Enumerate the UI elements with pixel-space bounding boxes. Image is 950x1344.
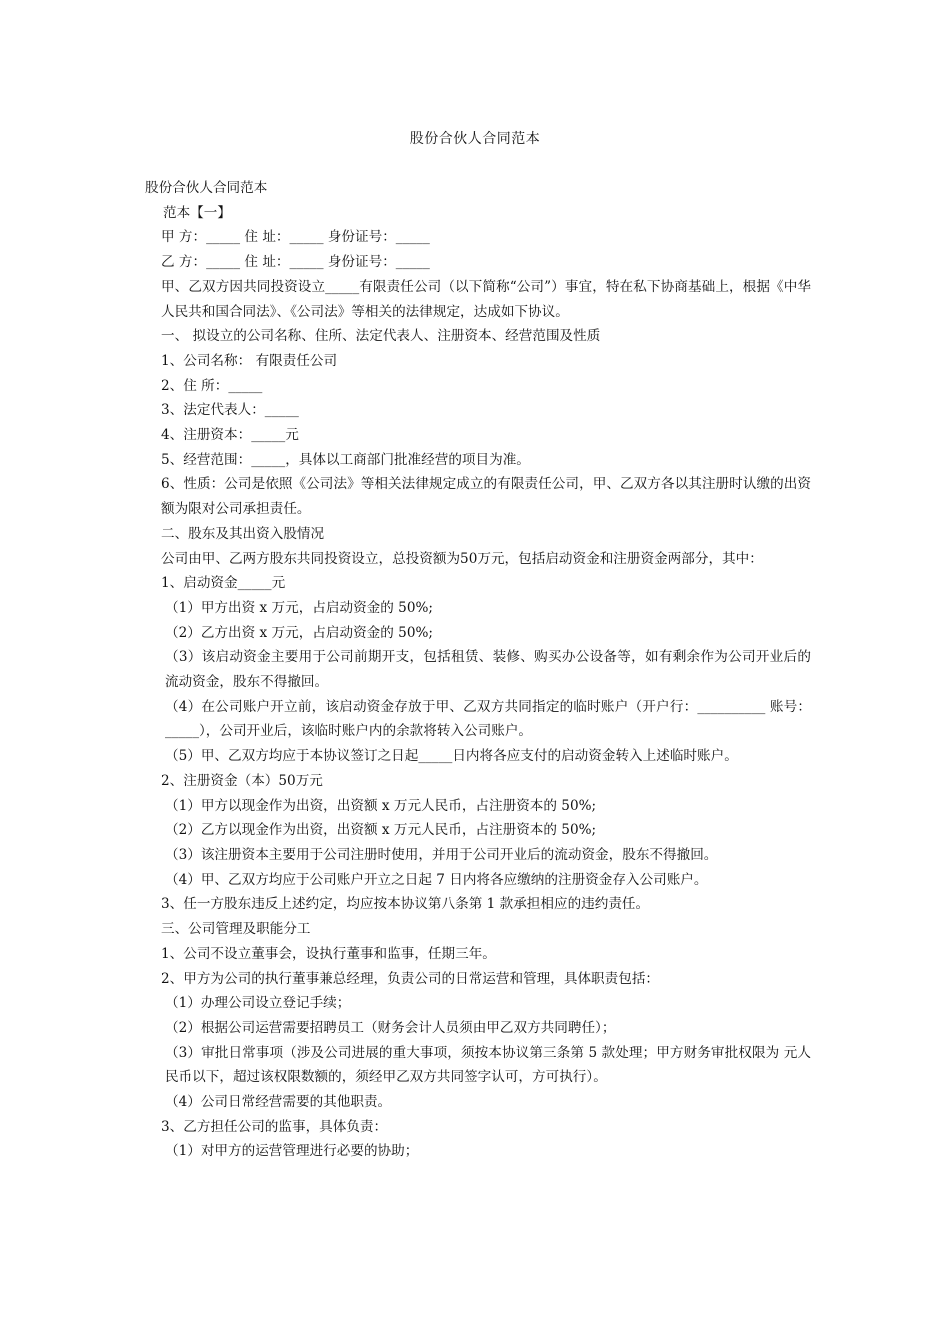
section-2-heading: 二、股东及其出资入股情况 xyxy=(161,525,325,542)
clause-text: 1、公司不设立董事会，设执行董事和监事，任期三年。 xyxy=(161,945,496,962)
party-b-info: 乙 方：_____ 住 址：_____ 身份证号：_____ xyxy=(161,254,430,271)
sub-clause-text: （2）根据公司运营需要招聘员工（财务会计人员须由甲乙双方共同聘任）； xyxy=(165,1019,616,1036)
clause-text: 2、甲方为公司的执行董事兼总经理，负责公司的日常运营和管理，具体职责包括： xyxy=(161,970,660,987)
preamble-paragraph: 甲、乙双方因共同投资设立_____有限责任公司（以下简称“公司”）事宜，特在私下协商基础上，根据《中华人民共和国合同法》、《公司法》等相关的法律规定，达成如下协议。 xyxy=(161,278,811,320)
sub-clause-text: （5）甲、乙双方均应于本协议签订之日起_____日内将各应支付的启动资金转入上述临时账户。 xyxy=(165,748,738,765)
document-body xyxy=(145,176,811,1164)
sub-clause-text: （3）该启动资金主要用于公司前期开支，包括租赁、装修、购买办公设备等，如有剩余作为公司开业后的流动资金，股东不得撤回。 xyxy=(165,649,811,691)
template-label: 范本【一】 xyxy=(163,204,231,221)
sub-clause-text: （4）甲、乙双方均应于公司账户开立之日起 7 日内将各应缴纳的注册资金存入公司账户。 xyxy=(165,871,708,888)
clause-text: 3、任一方股东违反上述约定，均应按本协议第八条第 1 款承担相应的违约责任。 xyxy=(161,896,650,913)
clause-text: 3、乙方担任公司的监事，具体负责： xyxy=(161,1118,388,1135)
clause-text: 2、注册资金（本）50万元 xyxy=(161,772,323,789)
sub-clause-text: （1）对甲方的运营管理进行必要的协助； xyxy=(165,1143,419,1160)
sub-clause-text: （3）审批日常事项（涉及公司进展的重大事项，须按本协议第三条第 5 款处理；甲方财务审批权限为 元人民币以下，超过该权限数额的，须经甲乙双方共同签字认可，方可执行）。 xyxy=(165,1044,811,1086)
sub-clause-text: （1）甲方出资 x 万元，占启动资金的 50%; xyxy=(165,599,433,616)
party-a-info: 甲 方：_____ 住 址：_____ 身份证号：_____ xyxy=(161,229,430,246)
sub-clause-text: （3）该注册资本主要用于公司注册时使用，并用于公司开业后的流动资金，股东不得撤回。 xyxy=(165,846,718,863)
sub-clause-text: （2）乙方出资 x 万元，占启动资金的 50%; xyxy=(165,624,433,641)
clause-text: 公司由甲、乙两方股东共同投资设立，总投资额为50万元，包括启动资金和注册资金两部分，其中： xyxy=(161,550,763,567)
section-1-heading: 一、 拟设立的公司名称、住所、法定代表人、注册资本、经营范围及性质 xyxy=(161,328,601,345)
sub-clause-text: （2）乙方以现金作为出资，出资额 x 万元人民币，占注册资本的 50%; xyxy=(165,822,597,839)
section-3-heading: 三、公司管理及职能分工 xyxy=(161,921,311,938)
sub-clause-text: （1）甲方以现金作为出资，出资额 x 万元人民币，占注册资本的 50%; xyxy=(165,797,597,814)
sub-clause-text: （4）公司日常经营需要的其他职责。 xyxy=(165,1094,392,1111)
clause-text: 1、启动资金_____元 xyxy=(161,575,286,592)
sub-clause-text: （4）在公司账户开立前，该启动资金存放于甲、乙双方共同指定的临时账户（开户行：__________ 账号：_____），公司开业后，该临时账户内的余款将转入公司账户。 xyxy=(165,698,811,740)
clause-text: 1、公司名称： 有限责任公司 xyxy=(161,352,338,369)
clause-text: 4、注册资本：_____元 xyxy=(161,427,299,444)
document-subtitle: 股份合伙人合同范本 xyxy=(145,180,268,196)
clause-text: 2、住 所：_____ xyxy=(161,377,263,394)
clause-text: 6、性质：公司是依照《公司法》等相关法律规定成立的有限责任公司，甲、乙双方各以其注册时认缴的出资额为限对公司承担责任。 xyxy=(161,476,811,518)
sub-clause-text: （1）办理公司设立登记手续； xyxy=(165,995,351,1012)
document-title: 股份合伙人合同范本 xyxy=(409,131,541,147)
clause-text: 3、法定代表人：_____ xyxy=(161,402,299,419)
clause-text: 5、经营范围：_____，具体以工商部门批准经营的项目为准。 xyxy=(161,451,530,468)
